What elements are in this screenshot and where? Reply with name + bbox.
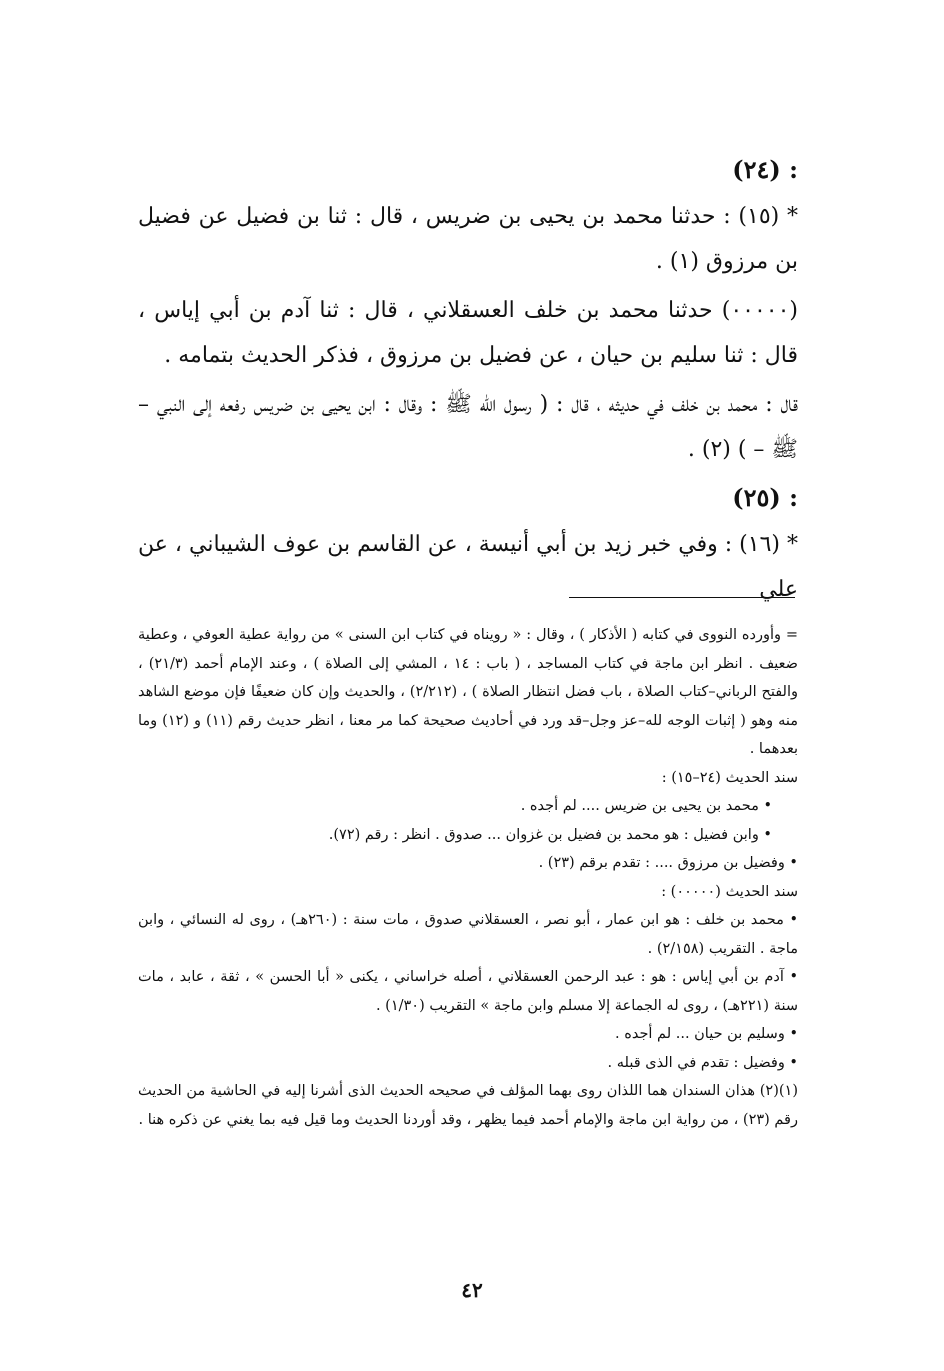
footnote-continued: = وأورده النووى في كتابه ( الأذكار ) ، وقال : « رويناه في كتاب ابن السنى » من رواية عطية العوفي ، وعطية ضعيف . انظر ابن ماجة في كتاب المساجد ، ( باب : ١٤ ، المشي إلى الصلاة ) ، وعند الإمام أحمد (٢١/٣) ، والفتح الرباني–كتاب الصلاة ، باب فضل انتظار الصلاة ) ، (٢/٢١٢) ، والحديث وإن كان ضعيفًا فإن موضع الشاهد منه وهو ( إثبات الوجه لله–عز وجل–قد ورد في أحاديث صحيحة كما مر معنا ، انظر حديث رقم (١١) و (١٢) وما بعدهما . <box>138 627 798 757</box>
footnotes <box>138 621 798 1134</box>
footnote-narrator: • محمد بن يحيى بن ضريس .... لم أجده . <box>520 798 772 814</box>
main-text <box>138 150 798 616</box>
footnote-narrator: • آدم بن أبي إياس : هو : عبد الرحمن العسقلاني ، أصله خراساني ، يكنى « أبا الحسن » ، ثقة ، عابد ، مات سنة (٢٢١هـ) ، روى له الجماعة إلا مسلم وابن ماجة » التقريب (١/٣٠) . <box>138 969 798 1014</box>
footnote-sanad-heading: سند الحديث (٢٤–١٥) : <box>661 769 798 786</box>
footnote-1-2: (١)(٢) هذان السندان هما اللذان روى بهما المؤلف في صحيحه الحديث الذى أشرنا إليه في الحاشية من الحديث رقم (٢٣) ، من رواية ابن ماجة والإمام أحمد فيما يظهر ، وقد أوردنا الحديث وما قيل فيه بما يغني عن ذكره هنا . <box>138 1083 798 1128</box>
heading-25: : (٢٥) <box>732 483 798 512</box>
heading-24: : (٢٤) <box>732 155 798 184</box>
page-number: ٤٢ <box>461 1278 483 1302</box>
footnote-divider <box>569 597 795 598</box>
footnote-sanad-heading: سند الحديث (٠٠٠٠٠) : <box>661 883 798 900</box>
hadith-15: * (١٥) : حدثنا محمد بن يحيى بن ضريس ، قال : ثنا بن فضيل عن فضيل بن مرزوق (١) . <box>138 204 798 274</box>
footnote-narrator: • وسليم بن حيان ... لم أجده . <box>615 1026 798 1042</box>
footnote-narrator: • وفضيل بن مرزوق .... : تقدم برقم (٢٣) . <box>538 855 798 871</box>
hadith-16: * (١٦) : وفي خبر زيد بن أبي أنيسة ، عن القاسم بن عوف الشيباني ، عن علي <box>138 532 798 602</box>
hadith-quote: قال : محمد بن خلف في حديثه ، قال : ( رسول الله ﷺ : وقال : ابن يحيى بن ضريس رفعه إلى النبي – ﷺ – ) (٢) . <box>138 392 798 462</box>
footnote-narrator: • محمد بن خلف : هو ابن عمار ، أبو نصر ، العسقلاني صدوق ، مات سنة : (٢٦٠هـ) ، روى له النسائي ، وابن ماجة . التقريب (٢/١٥٨) . <box>138 912 798 957</box>
hadith-chain: (٠٠٠٠٠) حدثنا محمد بن خلف العسقلاني ، قال : ثنا آدم بن أبي إياس ، قال : ثنا سليم بن حيان ، عن فضيل بن مرزوق ، فذكر الحديث بتمامه . <box>138 298 798 368</box>
footnote-narrator: • وفضيل : تقدم في الذى قبله . <box>607 1054 798 1071</box>
footnote-narrator: • وابن فضيل : هو محمد بن فضيل بن غزوان ... صدوق . انظر : رقم (٧٢). <box>328 826 772 843</box>
